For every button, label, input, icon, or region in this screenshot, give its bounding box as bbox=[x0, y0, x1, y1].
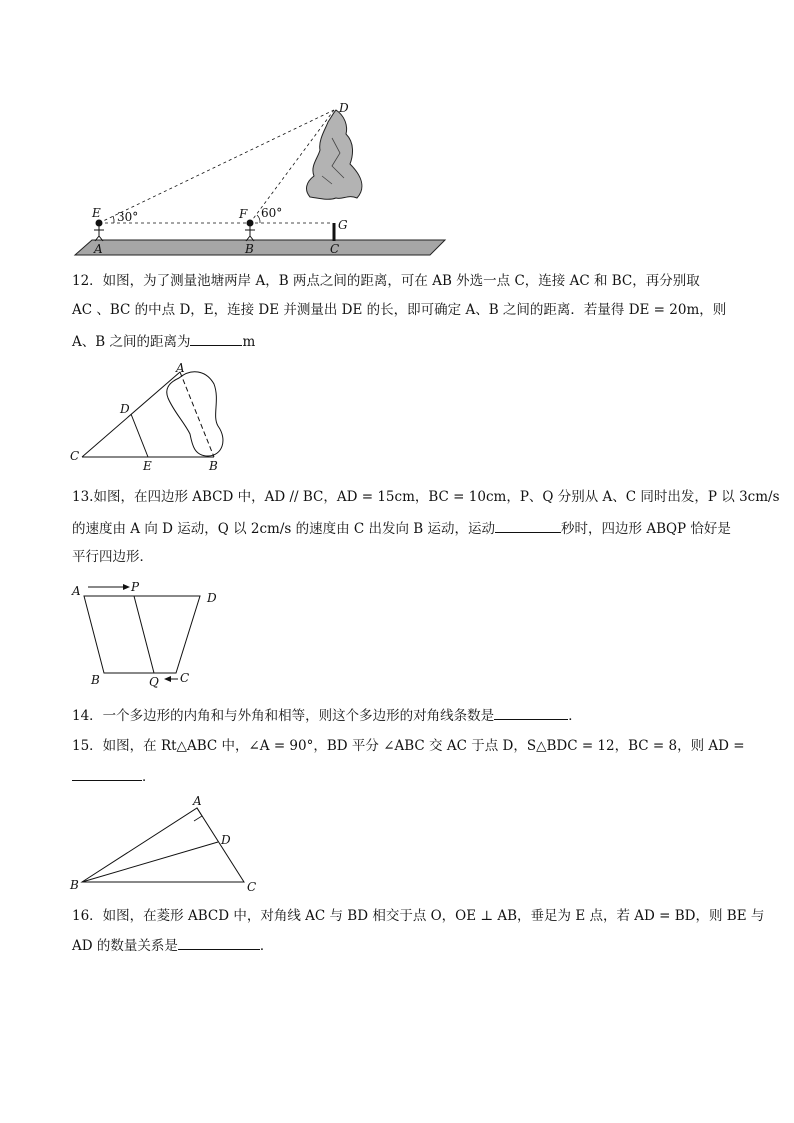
q15-line2 bbox=[72, 766, 156, 787]
q13-label-p: P bbox=[131, 580, 140, 594]
q14-answer-blank[interactable] bbox=[494, 705, 568, 720]
q16-line2 bbox=[72, 935, 273, 956]
figure-tree-measurement bbox=[70, 98, 460, 260]
q15-label-c: C bbox=[247, 880, 257, 894]
q16-post: ． bbox=[259, 938, 274, 954]
label-e: E bbox=[92, 206, 101, 220]
figure-q15-right-triangle bbox=[66, 794, 266, 894]
q12-line3-pre: A、B 之间的距离为 bbox=[72, 334, 191, 350]
label-a: A bbox=[94, 242, 103, 256]
q13-line3: 平行四边形． bbox=[72, 549, 153, 565]
q13-line2-post: 秒时，四边形 ABQP 恰好是 bbox=[561, 521, 731, 537]
q13-answer-blank[interactable] bbox=[495, 518, 561, 533]
q13-line2 bbox=[72, 518, 731, 539]
q14-post: ． bbox=[568, 708, 582, 724]
q16-answer-blank[interactable] bbox=[178, 935, 260, 950]
q12-line3 bbox=[72, 331, 255, 352]
ground-plane bbox=[75, 240, 445, 255]
figure-q13-quadrilateral bbox=[66, 578, 236, 688]
q15-line1: 15．如图，在 Rt△ABC 中，∠A = 90°，BD 平分 ∠ABC 交 AC 于点 D，S△BDC = 12，BC = 8，则 AD = bbox=[72, 738, 745, 754]
label-g: G bbox=[338, 218, 348, 232]
figure-q12-pond bbox=[66, 360, 246, 472]
q13-label-q: Q bbox=[149, 675, 159, 688]
q13-line2-pre: 的速度由 A 向 D 运动，Q 以 2cm/s 的速度由 C 出发向 B 运动，运动 bbox=[72, 521, 496, 537]
q12-label-d: D bbox=[120, 402, 130, 416]
observer-f-icon bbox=[245, 220, 255, 242]
q16-line1: 16．如图，在菱形 ABCD 中，对角线 AC 与 BD 相交于点 O，OE ⊥ AB，垂足为 E 点，若 AD = BD，则 BE 与 bbox=[72, 908, 765, 924]
tree-icon bbox=[307, 110, 362, 199]
pond-shape bbox=[167, 372, 223, 456]
angle-f-label: 60° bbox=[261, 206, 283, 220]
q13-label-a: A bbox=[72, 584, 81, 598]
q12-line1: 12．如图，为了测量池塘两岸 A，B 两点之间的距离，可在 AB 外选一点 C，连接 AC 和 BC，再分别取 bbox=[72, 273, 700, 289]
q15-label-b: B bbox=[70, 878, 79, 892]
q15-label-d: D bbox=[221, 833, 231, 847]
q13-label-c: C bbox=[180, 671, 190, 685]
q13-label-b: B bbox=[91, 673, 100, 687]
q12-label-b: B bbox=[209, 459, 218, 472]
label-d: D bbox=[339, 101, 349, 115]
q15-answer-blank[interactable] bbox=[72, 766, 142, 781]
q14-pre: 14．一个多边形的内角和与外角和相等，则这个多边形的对角线条数是 bbox=[72, 708, 495, 724]
q15-post: ． bbox=[142, 769, 156, 785]
q12-answer-blank[interactable] bbox=[190, 331, 242, 346]
observer-e-icon bbox=[94, 220, 104, 242]
q12-unit: m bbox=[242, 334, 256, 350]
q12-label-c: C bbox=[70, 449, 80, 463]
q16-line2-pre: AD 的数量关系是 bbox=[72, 938, 178, 954]
q13-line1: 13.如图，在四边形 ABCD 中，AD // BC，AD = 15cm，BC = 10cm，P、Q 分别从 A、C 同时出发，P 以 3cm/s bbox=[72, 489, 780, 505]
q12-label-a: A bbox=[176, 361, 185, 375]
label-b: B bbox=[245, 242, 254, 256]
angle-e-label: 30° bbox=[117, 210, 139, 224]
q13-label-d: D bbox=[207, 591, 217, 605]
q15-label-a: A bbox=[193, 794, 202, 808]
q12-line2: AC 、BC 的中点 D，E，连接 DE 并测量出 DE 的长，即可确定 A、B 之间的距离．若量得 DE = 20m，则 bbox=[72, 302, 727, 318]
label-f: F bbox=[239, 207, 248, 221]
q14-line bbox=[72, 705, 582, 726]
q12-label-e: E bbox=[143, 459, 152, 472]
label-c: C bbox=[330, 242, 340, 256]
